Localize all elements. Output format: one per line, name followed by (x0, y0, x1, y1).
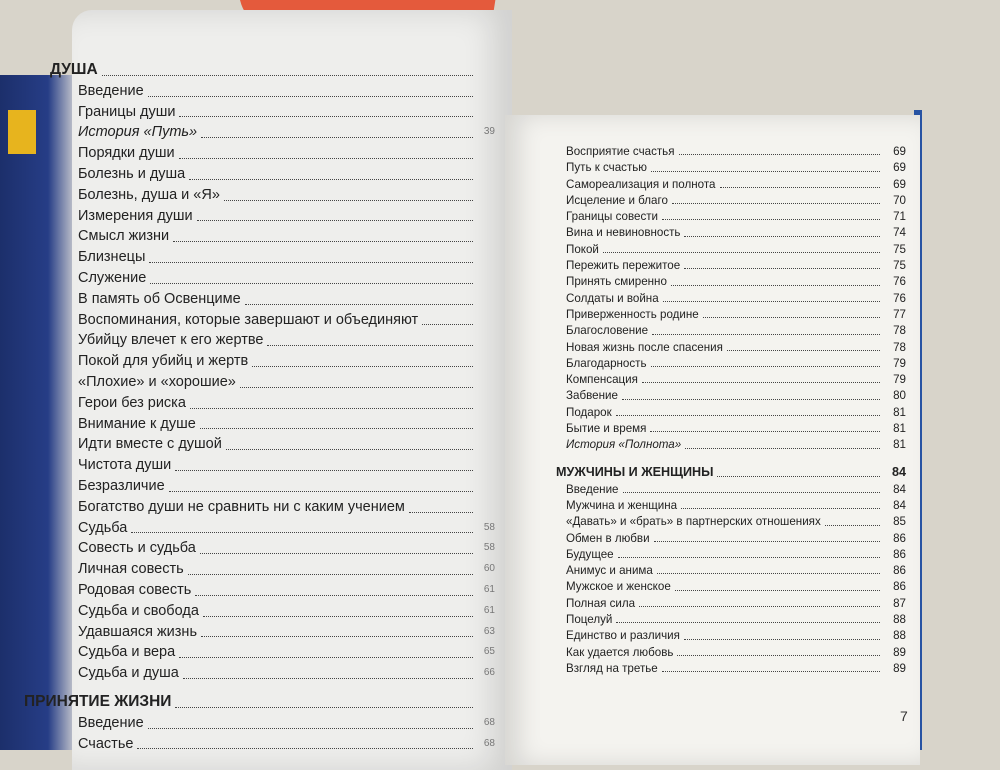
page-ref: 39 (483, 126, 495, 138)
entry-title: Служение (78, 269, 147, 286)
toc-entry (556, 144, 906, 160)
entry-title: Обмен в любви (566, 531, 650, 545)
page-ref: 88 (893, 629, 906, 643)
dot-leader (188, 574, 473, 575)
toc-entry (50, 518, 495, 539)
toc-entry (556, 323, 906, 339)
toc-entry (556, 388, 906, 404)
entry-title: Восприятие счастья (566, 145, 675, 158)
dot-leader (150, 283, 473, 284)
entry-title: Самореализация и полнота (566, 177, 716, 191)
entry-title: Введение (78, 82, 144, 99)
section-title: ПРИНЯТИЕ ЖИЗНИ (24, 692, 172, 710)
page-ref: 66 (483, 667, 495, 679)
toc-section-heading (24, 692, 495, 713)
toc-entry (50, 164, 495, 185)
toc-entry (556, 258, 906, 274)
page-ref: 58 (483, 542, 495, 554)
dot-leader (652, 334, 880, 335)
toc-entry (50, 330, 495, 351)
page-ref: 81 (893, 438, 906, 452)
toc-entry (556, 405, 906, 421)
entry-title: Близнецы (78, 249, 146, 266)
dot-leader (703, 317, 880, 318)
entry-title: Благословение (566, 324, 649, 338)
page-ref: 75 (893, 259, 906, 273)
page-ref: 84 (891, 464, 906, 479)
dot-leader (252, 366, 473, 367)
page-ref: 68 (483, 716, 495, 728)
toc-entry (556, 514, 906, 530)
dot-leader (654, 541, 880, 542)
dot-leader (179, 158, 473, 159)
dot-leader (639, 606, 880, 607)
toc-entry (50, 734, 495, 755)
dot-leader (825, 525, 880, 526)
page-ref: 81 (893, 422, 906, 436)
entry-title: Принять смиренно (566, 275, 667, 289)
toc-entry (556, 193, 906, 209)
toc-entry (50, 268, 495, 289)
page-ref: 69 (893, 177, 906, 191)
toc-entry (50, 393, 495, 414)
page-ref: 70 (893, 193, 906, 207)
entry-title: Будущее (566, 547, 614, 561)
entry-title: Мужчина и женщина (566, 498, 678, 512)
page-ref: 79 (893, 356, 906, 370)
dot-leader (137, 748, 473, 749)
entry-title: Солдаты и война (566, 291, 659, 305)
dot-leader (240, 387, 473, 388)
toc-entry (50, 289, 495, 310)
toc-right (556, 144, 906, 677)
toc-entry (556, 340, 906, 356)
page-number: 7 (900, 708, 908, 724)
dot-leader (183, 678, 473, 679)
toc-entry (50, 81, 495, 102)
dot-leader (409, 512, 473, 513)
page-ref: 79 (893, 373, 906, 387)
toc-entry (556, 291, 906, 307)
toc-entry (556, 421, 906, 437)
dot-leader (173, 241, 473, 242)
toc-entry (556, 661, 906, 677)
toc-entry (50, 642, 495, 663)
toc-entry (556, 579, 906, 595)
toc-entry (556, 645, 906, 661)
dot-leader (616, 622, 880, 623)
page-ref: 68 (483, 737, 495, 749)
page-ref: 58 (483, 521, 495, 533)
entry-title: Границы совести (566, 210, 659, 224)
entry-title: Чистота души (78, 457, 172, 474)
entry-title: Путь к счастью (566, 161, 647, 175)
dot-leader (717, 476, 880, 477)
toc-entry (50, 122, 495, 143)
toc-entry (50, 622, 495, 643)
page-ref: 63 (483, 625, 495, 637)
toc-entry (556, 531, 906, 547)
page-ref: 78 (893, 340, 906, 354)
dot-leader (148, 96, 473, 97)
entry-title: Безразличие (78, 477, 165, 494)
toc-entry (50, 310, 495, 331)
dot-leader (197, 220, 473, 221)
page-ref: 84 (893, 482, 906, 496)
dot-leader (603, 252, 880, 253)
toc-entry (556, 372, 906, 388)
entry-title: Пережить пережитое (566, 259, 681, 273)
dot-leader (616, 415, 880, 416)
dot-leader (267, 345, 473, 346)
page-ref: 77 (893, 307, 906, 321)
dot-leader (662, 219, 880, 220)
page-ref: 69 (893, 161, 906, 175)
dot-leader (131, 532, 473, 533)
entry-title: Подарок (566, 405, 612, 419)
page-ref: 65 (483, 646, 495, 658)
toc-left (24, 60, 495, 754)
dot-leader (727, 350, 880, 351)
page-ref: 87 (893, 596, 906, 610)
toc-entry (50, 663, 495, 684)
page-ref: 76 (893, 275, 906, 289)
dot-leader (102, 75, 473, 76)
toc-entry (50, 102, 495, 123)
entry-title: Удавшаяся жизнь (78, 623, 197, 640)
entry-title: Идти вместе с душой (78, 436, 222, 453)
entry-title: Судьба (78, 519, 128, 536)
dot-leader (672, 203, 880, 204)
entry-title: Анимус и анима (566, 564, 653, 578)
toc-entry (556, 225, 906, 241)
toc-entry (556, 547, 906, 563)
dot-leader (179, 657, 473, 658)
entry-title: Границы души (78, 103, 176, 120)
page-ref: 76 (893, 291, 906, 305)
page-ref: 89 (893, 645, 906, 659)
dot-leader (226, 449, 473, 450)
toc-entry (50, 497, 495, 518)
toc-entry (556, 307, 906, 323)
entry-title: Воспоминания, которые завершают и объединяют (78, 311, 419, 328)
toc-entry (50, 580, 495, 601)
entry-title: Благодарность (566, 356, 647, 370)
dot-leader (169, 491, 473, 492)
toc-entry (50, 713, 495, 734)
dot-leader (200, 428, 473, 429)
dot-leader (179, 116, 473, 117)
dot-leader (684, 236, 880, 237)
page-ref: 86 (893, 531, 906, 545)
entry-title: Богатство души не сравнить ни с каким учением (78, 498, 405, 515)
dot-leader (657, 573, 880, 574)
toc-entry (556, 177, 906, 193)
dot-leader (201, 636, 473, 637)
toc-entry (50, 351, 495, 372)
dot-leader (175, 707, 473, 708)
entry-title: История «Путь» (78, 124, 198, 141)
page-ref: 71 (893, 210, 906, 224)
entry-title: Как удается любовь (566, 645, 674, 659)
dot-leader (642, 382, 880, 383)
page-ref: 85 (893, 515, 906, 529)
page-ref: 61 (483, 583, 495, 595)
toc-entry (50, 601, 495, 622)
entry-title: Исцеление и благо (566, 193, 668, 207)
entry-title: Болезнь, душа и «Я» (78, 186, 220, 203)
page-ref: 86 (893, 547, 906, 561)
dot-leader (622, 399, 880, 400)
dot-leader (662, 671, 880, 672)
page-ref: 88 (893, 613, 906, 627)
toc-entry (556, 596, 906, 612)
entry-title: Убийцу влечет к его жертве (78, 332, 264, 349)
dot-leader (224, 200, 473, 201)
dot-leader (175, 470, 473, 471)
dot-leader (675, 590, 880, 591)
toc-entry (50, 434, 495, 455)
page-ref: 80 (893, 389, 906, 403)
entry-title: Совесть и судьба (78, 540, 196, 557)
entry-title: Личная совесть (78, 561, 184, 578)
dot-leader (651, 366, 880, 367)
entry-title: Герои без риска (78, 394, 186, 411)
toc-entry (50, 206, 495, 227)
page-ref: 74 (893, 226, 906, 240)
dot-leader (651, 171, 880, 172)
toc-entry (50, 226, 495, 247)
toc-entry (556, 563, 906, 579)
toc-entry (556, 160, 906, 176)
toc-entry (50, 559, 495, 580)
toc-entry (556, 498, 906, 514)
cover-accent (8, 110, 36, 154)
page-ref: 86 (893, 580, 906, 594)
entry-title: «Давать» и «брать» в партнерских отношениях (566, 515, 821, 529)
entry-title: Смысл жизни (78, 228, 170, 245)
dot-leader (677, 655, 880, 656)
entry-title: Взгляд на третье (566, 661, 658, 675)
entry-title: «Плохие» и «хорошие» (78, 373, 236, 390)
toc-entry (556, 612, 906, 628)
dot-leader (201, 137, 473, 138)
entry-title: Внимание к душе (78, 415, 196, 432)
toc-entry (50, 372, 495, 393)
dot-leader (149, 262, 473, 263)
entry-title: Болезнь и душа (78, 165, 186, 182)
entry-title: Покой для убийц и жертв (78, 353, 249, 370)
entry-title: Полная сила (566, 596, 636, 610)
toc-entry (556, 628, 906, 644)
toc-entry (556, 482, 906, 498)
entry-title: Судьба и вера (78, 644, 176, 661)
dot-leader (679, 154, 881, 155)
dot-leader (190, 408, 473, 409)
section-title: ДУША (50, 61, 98, 78)
entry-title: Забвение (566, 389, 618, 403)
section-title: МУЖЧИНЫ И ЖЕНЩИНЫ (556, 464, 714, 479)
dot-leader (684, 639, 880, 640)
toc-entry (50, 476, 495, 497)
entry-title: Вина и невиновность (566, 226, 681, 240)
page-ref: 60 (483, 563, 495, 575)
page-ref: 75 (893, 242, 906, 256)
dot-leader (195, 595, 473, 596)
entry-title: Порядки души (78, 145, 175, 162)
toc-entry (50, 185, 495, 206)
toc-entry (556, 274, 906, 290)
toc-entry (50, 247, 495, 268)
entry-title: В память об Освенциме (78, 290, 241, 307)
toc-entry (556, 209, 906, 225)
entry-title: Приверженность родине (566, 307, 699, 321)
page-ref: 84 (893, 498, 906, 512)
toc-entry (556, 356, 906, 372)
toc-entry (50, 538, 495, 559)
entry-title: Введение (566, 482, 619, 496)
dot-leader (685, 448, 880, 449)
entry-title: Счастье (78, 735, 134, 752)
toc-entry (50, 414, 495, 435)
entry-title: Судьба и душа (78, 665, 179, 682)
page-ref: 86 (893, 564, 906, 578)
entry-title: Новая жизнь после спасения (566, 340, 723, 354)
dot-leader (681, 508, 880, 509)
toc-entry (556, 242, 906, 258)
entry-title: Мужское и женское (566, 580, 671, 594)
page-ref: 89 (893, 661, 906, 675)
toc-section-heading (556, 462, 906, 482)
entry-title: Компенсация (566, 373, 638, 387)
entry-title: История «Полнота» (566, 438, 682, 452)
page-ref: 78 (893, 324, 906, 338)
dot-leader (422, 324, 473, 325)
dot-leader (189, 179, 473, 180)
page-ref: 61 (483, 604, 495, 616)
entry-title: Бытие и время (566, 422, 647, 436)
entry-title: Измерения души (78, 207, 193, 224)
toc-entry (50, 455, 495, 476)
dot-leader (720, 187, 881, 188)
dot-leader (148, 728, 473, 729)
dot-leader (203, 616, 473, 617)
dot-leader (671, 285, 880, 286)
dot-leader (623, 492, 881, 493)
toc-entry (556, 437, 906, 453)
entry-title: Единство и различия (566, 629, 680, 643)
dot-leader (618, 557, 880, 558)
entry-title: Покой (566, 242, 599, 256)
entry-title: Поцелуй (566, 613, 613, 627)
entry-title: Судьба и свобода (78, 602, 199, 619)
dot-leader (200, 553, 473, 554)
page-ref: 81 (893, 405, 906, 419)
dot-leader (245, 304, 473, 305)
toc-section-heading (50, 60, 495, 81)
dot-leader (650, 431, 880, 432)
entry-title: Введение (78, 714, 144, 731)
dot-leader (663, 301, 880, 302)
toc-entry (50, 143, 495, 164)
page-ref: 69 (893, 145, 906, 158)
entry-title: Родовая совесть (78, 581, 192, 598)
dot-leader (684, 268, 880, 269)
